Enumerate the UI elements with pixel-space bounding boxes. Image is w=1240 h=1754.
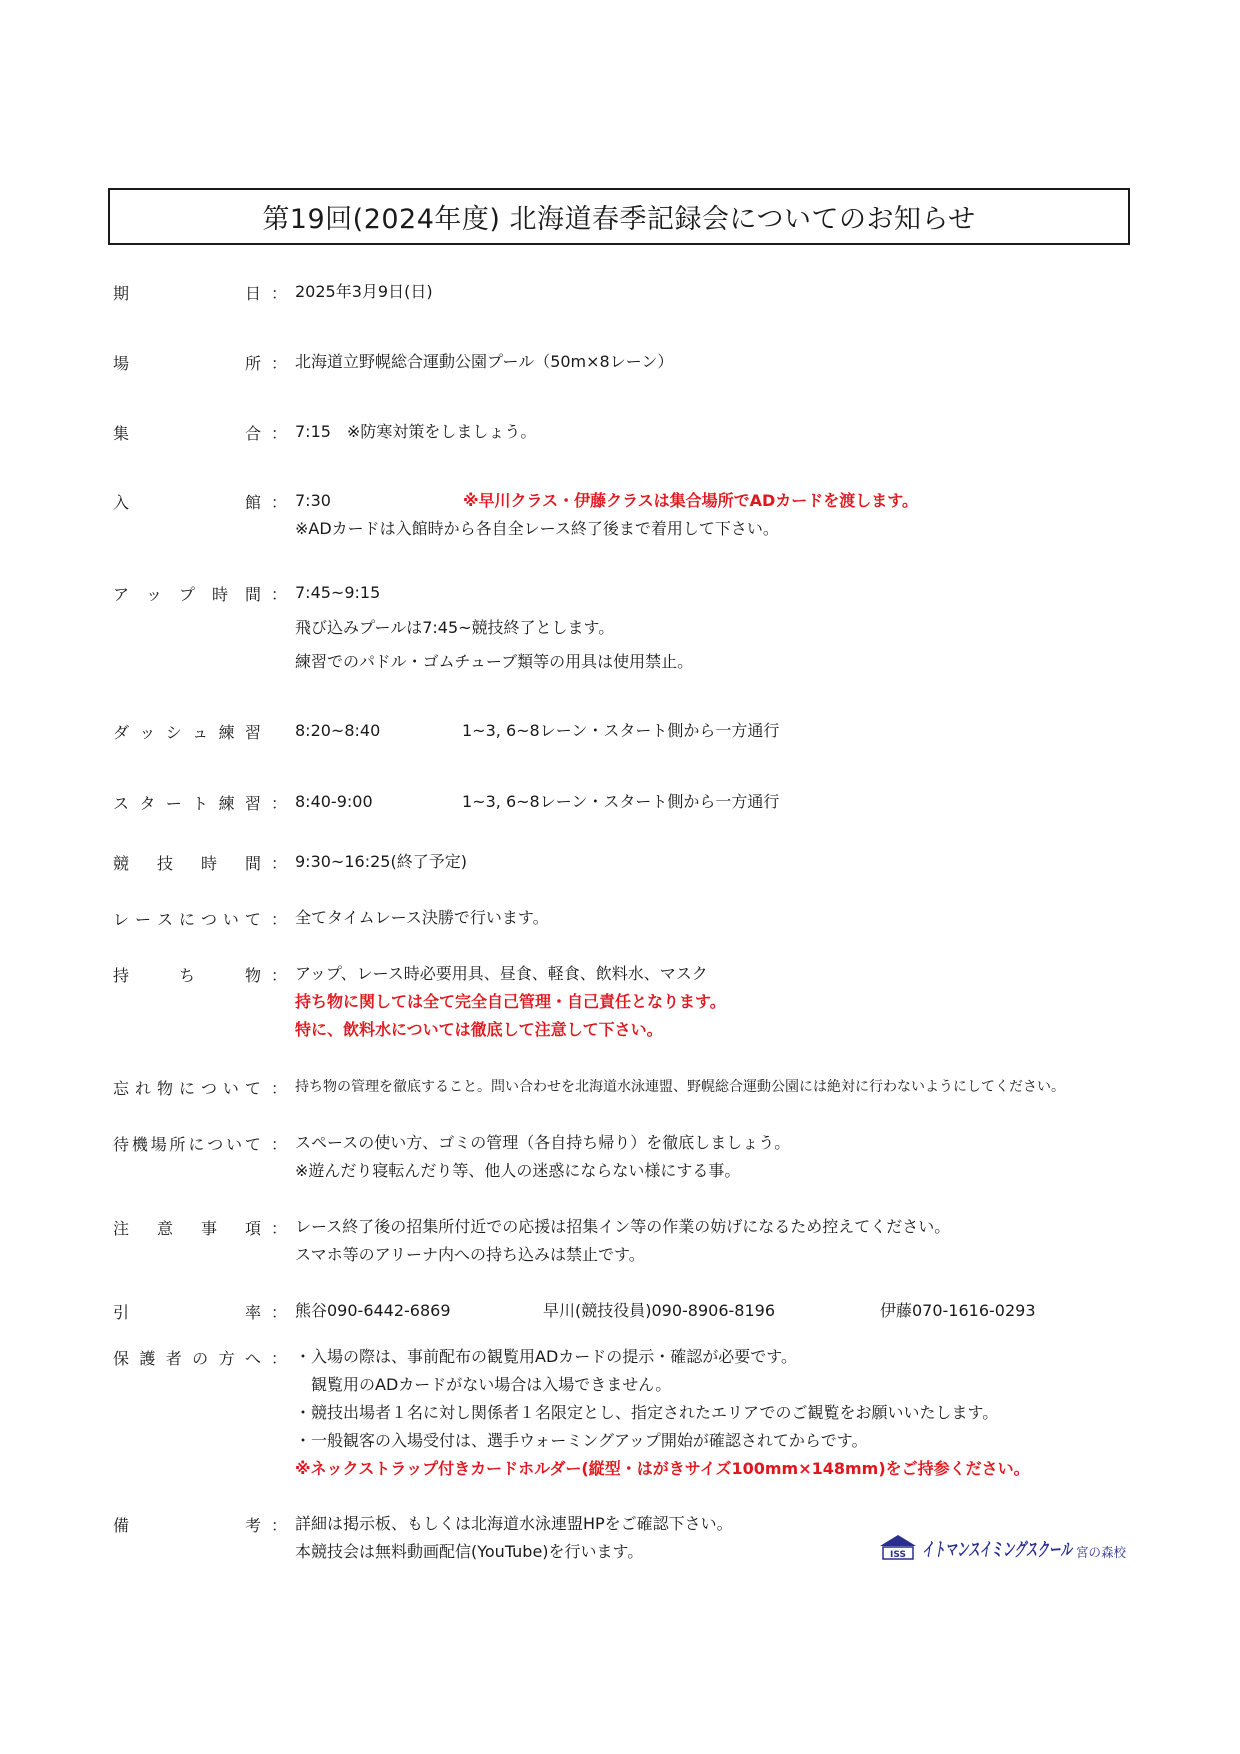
row-content: ・入場の際は、事前配布の観覧用ADカードの提示・確認が必要です。 観覧用のADカードがない場合は入場できません。 ・競技出場者１名に対し関係者１名限定とし、指定されたエリアでのご観覧をお願いいたします。 ・一般観客の入場受付は、選手ウォーミングアップ開始が確認されてからです。 ※ネックストラップ付きカードホルダー(縦型・はがきサイズ100mm×148mm)をご持参ください。	[295, 1346, 1030, 1486]
colon: ：	[271, 910, 288, 929]
page-title: 第19回(2024年度) 北海道春季記録会についてのお知らせ	[108, 188, 1130, 245]
row-label: 待 機 場 所 に つ い て	[113, 1135, 261, 1154]
row-content: 7:45~9:15 飛び込みプールは7:45~競技終了とします。 練習でのパドル・ゴムチューブ類等の用具は使用禁止。	[295, 583, 694, 671]
row-content: 2025年3月9日(日)	[295, 282, 433, 301]
row-content: スペースの使い方、ゴミの管理（各自持ち帰り）を徹底しましょう。 ※遊んだり寝転んだり等、他人の迷惑にならない様にする事。	[295, 1133, 791, 1180]
row-label: ス タ ー ト 練 習	[113, 794, 261, 813]
row-content: 持ち物の管理を徹底すること。問い合わせを北海道水泳連盟、野幌総合運動公園には絶対に行わないようにしてください。	[295, 1079, 1065, 1095]
row-content: 北海道立野幌総合運動公園プール（50m×8レーン）	[295, 352, 674, 371]
colon: ：	[271, 493, 288, 512]
row-label: ダ ッ シ ュ 練 習	[113, 723, 261, 742]
row-content: 全てタイムレース決勝で行います。	[295, 908, 549, 927]
row-label: 期 日	[113, 284, 261, 303]
row-label: 持 ち 物	[113, 966, 261, 985]
contact-kumagai: 熊谷090-6442-6869	[295, 1301, 451, 1320]
row-label: レ ー ス に つ い て	[113, 910, 261, 929]
row-label: 備 考	[113, 1516, 261, 1535]
row-label: 競 技 時 間	[113, 854, 261, 873]
row-content	[295, 720, 780, 748]
row-label: 集 合	[113, 424, 261, 443]
belongings-warning: 特に、飲料水については徹底して注意して下さい。	[295, 1020, 663, 1039]
colon: ：	[271, 1349, 288, 1368]
colon: ：	[271, 1516, 288, 1535]
contact-ito: 伊藤070-1616-0293	[880, 1301, 1036, 1320]
guardians-warning: ※ネックストラップ付きカードホルダー(縦型・はがきサイズ100mm×148mm)をご持参ください。	[295, 1459, 1030, 1478]
colon: ：	[271, 1303, 288, 1322]
belongings-warning: 持ち物に関しては全て完全自己管理・自己責任となります。	[295, 992, 726, 1011]
entry-time: 7:30	[295, 491, 331, 510]
itoman-logo	[878, 1532, 1128, 1562]
colon: ：	[271, 854, 288, 873]
row-content	[295, 1300, 1036, 1328]
dash-time: 8:20~8:40	[295, 721, 381, 740]
logo-brand: イトマンスイミングスクール	[922, 1539, 1074, 1561]
colon: ：	[271, 354, 288, 373]
colon: ：	[271, 284, 288, 303]
colon: ：	[271, 1135, 288, 1154]
row-label: 保 護 者 の 方 へ	[113, 1349, 261, 1368]
colon: ：	[271, 1079, 288, 1098]
row-content: 9:30~16:25(終了予定)	[295, 852, 467, 871]
row-label: ア ッ プ 時 間	[113, 585, 261, 604]
colon: ：	[271, 1219, 288, 1238]
colon: ：	[271, 966, 288, 985]
colon: ：	[271, 794, 288, 813]
row-content	[295, 791, 780, 819]
start-note: 1~3, 6~8レーン・スタート側から一方通行	[462, 792, 780, 811]
school-logo-icon	[878, 1532, 1128, 1562]
row-label: 引 率	[113, 1303, 261, 1322]
colon: ：	[271, 585, 288, 604]
logo-mark: ISS	[890, 1550, 906, 1560]
row-label: 場 所	[113, 354, 261, 373]
row-content: レース終了後の招集所付近での応援は招集イン等の作業の妨げになるため控えてください。 スマホ等のアリーナ内への持ち込みは禁止です。	[295, 1217, 951, 1264]
row-content: 詳細は掲示板、もしくは北海道水泳連盟HPをご確認下さい。 本競技会は無料動画配信(YouTube)を行います。	[295, 1514, 733, 1561]
colon: ：	[271, 424, 288, 443]
row-content: 7:30 ※早川クラス・伊藤クラスは集合場所でADカードを渡します。 ※ADカードは入館時から各自全レース終了後まで着用して下さい。	[295, 491, 918, 538]
row-label: 忘 れ 物 に つ い て	[113, 1079, 261, 1098]
row-label: 入 館	[113, 493, 261, 512]
contact-hayakawa: 早川(競技役員)090-8906-8196	[543, 1301, 776, 1320]
row-label: 注 意 事 項	[113, 1219, 261, 1238]
start-time: 8:40-9:00	[295, 792, 373, 811]
dash-note: 1~3, 6~8レーン・スタート側から一方通行	[462, 721, 780, 740]
logo-branch: 宮の森校	[1076, 1546, 1128, 1561]
row-content: アップ、レース時必要用具、昼食、軽食、飲料水、マスク 持ち物に関しては全て完全自己管理・自己責任となります。 特に、飲料水については徹底して注意して下さい。	[295, 963, 726, 1047]
row-content: 7:15 ※防寒対策をしましょう。	[295, 422, 537, 441]
entry-red-note: ※早川クラス・伊藤クラスは集合場所でADカードを渡します。	[463, 491, 918, 510]
